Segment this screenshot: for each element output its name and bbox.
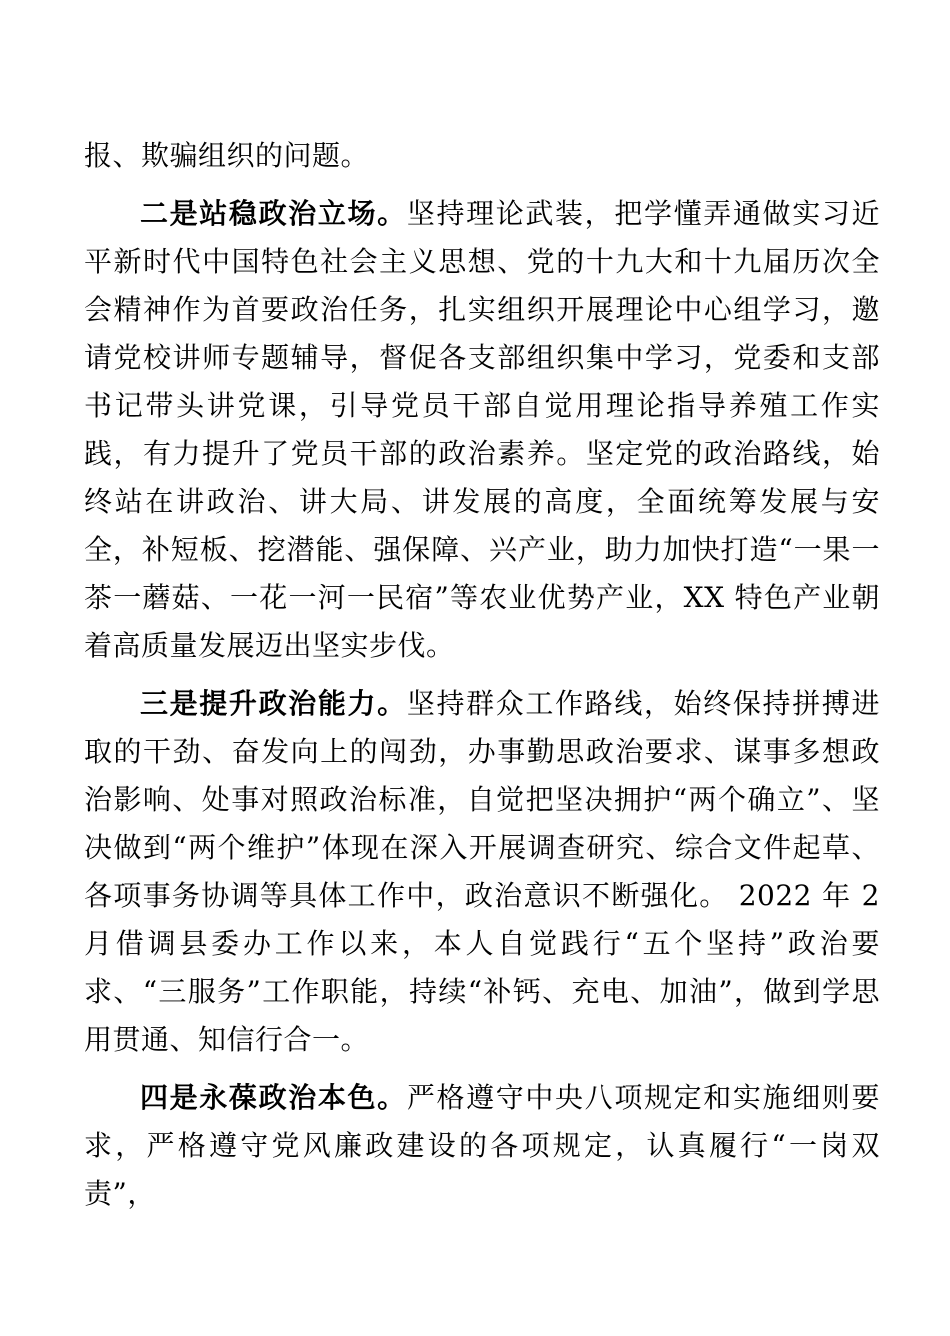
paragraph-text: 报、欺骗组织的问题。: [84, 139, 370, 172]
paragraph-political-ability: [84, 680, 880, 1064]
paragraph-continuation: [84, 132, 880, 180]
paragraph-heading: 二是站稳政治立场。: [140, 197, 407, 230]
paragraph-text: 坚持理论武装，把学懂弄通做实习近平新时代中国特色社会主义思想、党的十九大和十九届历次全会精神作为首要政治任务，扎实组织开展理论中心组学习，邀请党校讲师专题辅导，督促各支部组织集中学习，党委和支部书记带头讲党课，引导党员干部自觉用理论指导养殖工作实践，有力提升了党员干部的政治素养。坚定党的政治路线，始终站在讲政治、讲大局、讲发展的高度，全面统筹发展与安全，补短板、挖潜能、强保障、兴产业，助力加快打造“一果一茶一蘑菇、一花一河一民宿”等农业优势产业，XX 特色产业朝着高质量发展迈出坚实步伐。: [84, 197, 880, 662]
paragraph-heading: 三是提升政治能力。: [140, 687, 407, 720]
paragraph-political-stance: [84, 190, 880, 670]
paragraph-text: 严格遵守中央八项规定和实施细则要求，严格遵守党风廉政建设的各项规定，认真履行“一岗双责”，: [84, 1081, 880, 1210]
document-page: [84, 132, 880, 1218]
paragraph-political-integrity: [84, 1074, 880, 1218]
paragraph-heading: 四是永葆政治本色。: [140, 1081, 407, 1114]
paragraph-text: 坚持群众工作路线，始终保持拼搏进取的干劲、奋发向上的闯劲，办事勤思政治要求、谋事多想政治影响、处事对照政治标准，自觉把坚决拥护“两个确立”、坚决做到“两个维护”体现在深入开展调查研究、综合文件起草、各项事务协调等具体工作中，政治意识不断强化。 2022 年 2 月借调县委办工作以来，本人自觉践行“五个坚持”政治要求、“三服务”工作职能，持续“补钙、充电、加油”，做到学思用贯通、知信行合一。: [84, 687, 880, 1056]
